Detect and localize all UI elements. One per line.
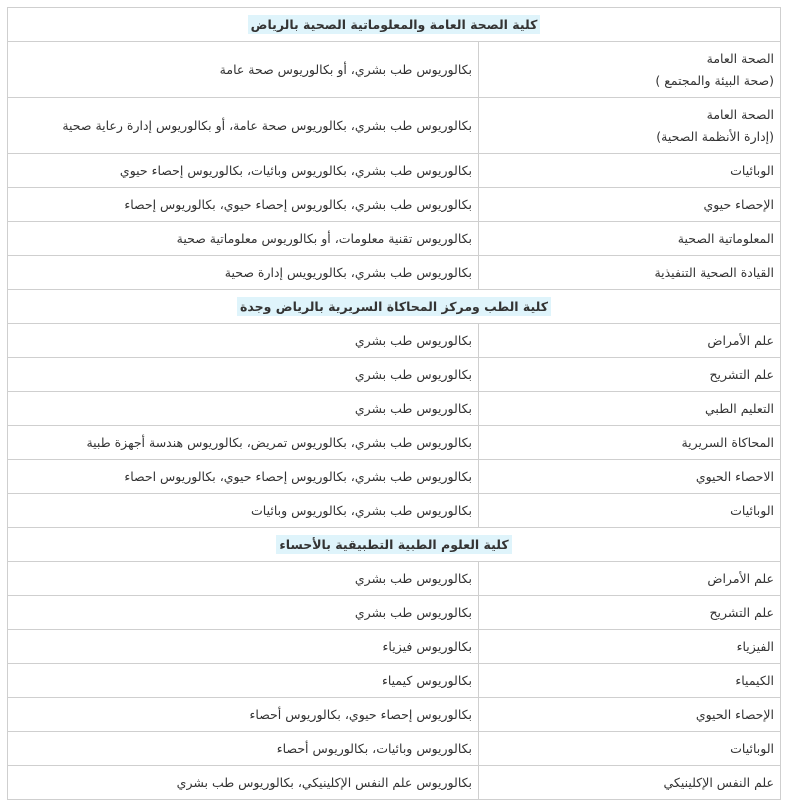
- program-cell: الوبائيات: [479, 154, 781, 188]
- program-cell: الوبائيات: [479, 732, 781, 766]
- requirement-cell: بكالوريوس طب بشري: [8, 358, 479, 392]
- table-row: [8, 732, 781, 766]
- table-row: [8, 596, 781, 630]
- requirement-cell: بكالوريوس طب بشري، بكالوريوس إحصاء حيوي، بكالوريوس إحصاء: [8, 188, 479, 222]
- requirement-cell: بكالوريوس طب بشري: [8, 596, 479, 630]
- table-row: [8, 188, 781, 222]
- program-cell: [479, 98, 781, 154]
- requirement-cell: بكالوريوس طب بشري، أو بكالوريوس صحة عامة: [8, 42, 479, 98]
- table-row: [8, 154, 781, 188]
- table-row: [8, 324, 781, 358]
- requirement-cell: بكالوريوس كيمياء: [8, 664, 479, 698]
- table-row: [8, 222, 781, 256]
- section-title: كلية العلوم الطبية التطبيقية بالأحساء: [276, 535, 511, 554]
- table-row: [8, 392, 781, 426]
- program-name: الصحة العامة: [706, 106, 775, 122]
- program-cell: الإحصاء حيوي: [479, 188, 781, 222]
- table-row: [8, 630, 781, 664]
- section-header-row: [8, 8, 781, 42]
- program-cell: الاحصاء الحيوي: [479, 460, 781, 494]
- programs-table: [7, 7, 781, 800]
- program-cell: علم النفس الإكلينيكي: [479, 766, 781, 800]
- program-cell: [479, 42, 781, 98]
- requirement-cell: بكالوريوس طب بشري، بكالوريوس وبائيات: [8, 494, 479, 528]
- program-cell: الإحصاء الحيوي: [479, 698, 781, 732]
- requirement-cell: بكالوريوس طب بشري: [8, 392, 479, 426]
- section-title: كلية الصحة العامة والمعلوماتية الصحية بالرياض: [248, 15, 541, 34]
- table-row: [8, 494, 781, 528]
- table-row: [8, 664, 781, 698]
- program-cell: الفيزياء: [479, 630, 781, 664]
- program-cell: القيادة الصحية التنفيذية: [479, 256, 781, 290]
- section-header-row: [8, 528, 781, 562]
- requirement-cell: بكالوريوس علم النفس الإكلينيكي، بكالوريوس طب بشري: [8, 766, 479, 800]
- requirement-cell: بكالوريوس طب بشري، بكالوريويس إدارة صحية: [8, 256, 479, 290]
- table-row: [8, 766, 781, 800]
- requirement-cell: بكالوريوس طب بشري: [8, 562, 479, 596]
- table-row: [8, 460, 781, 494]
- section-header-row: [8, 290, 781, 324]
- requirement-cell: بكالوريوس طب بشري: [8, 324, 479, 358]
- table-row: [8, 358, 781, 392]
- program-name: الصحة العامة: [706, 50, 775, 66]
- requirement-cell: بكالوريوس تقنية معلومات، أو بكالوريوس معلوماتية صحية: [8, 222, 479, 256]
- table-row: [8, 42, 781, 98]
- program-cell: الكيمياء: [479, 664, 781, 698]
- program-cell: علم الأمراض: [479, 324, 781, 358]
- requirement-cell: بكالوريوس إحصاء حيوي، بكالوريوس أحصاء: [8, 698, 479, 732]
- requirement-cell: بكالوريوس طب بشري، بكالوريوس صحة عامة، أو بكالوريوس إدارة رعاية صحية: [8, 98, 479, 154]
- requirement-cell: بكالوريوس طب بشري، بكالوريوس إحصاء حيوي، بكالوريوس احصاء: [8, 460, 479, 494]
- table-row: [8, 698, 781, 732]
- program-cell: علم الأمراض: [479, 562, 781, 596]
- requirement-cell: بكالوريوس فيزياء: [8, 630, 479, 664]
- program-cell: المعلوماتية الصحية: [479, 222, 781, 256]
- program-cell: التعليم الطبي: [479, 392, 781, 426]
- table-row: [8, 256, 781, 290]
- table-row: [8, 562, 781, 596]
- requirement-cell: بكالوريوس وبائيات، بكالوريوس أحصاء: [8, 732, 479, 766]
- program-cell: المحاكاة السريرية: [479, 426, 781, 460]
- program-subtitle: (صحة البيئة والمجتمع ): [655, 72, 775, 88]
- program-cell: علم التشريح: [479, 596, 781, 630]
- requirement-cell: بكالوريوس طب بشري، بكالوريوس وبائيات، بكالوريوس إحصاء حيوي: [8, 154, 479, 188]
- requirement-cell: بكالوريوس طب بشري، بكالوريوس تمريض، بكالوريوس هندسة أجهزة طبية: [8, 426, 479, 460]
- table-row: [8, 98, 781, 154]
- program-cell: علم التشريح: [479, 358, 781, 392]
- table-row: [8, 426, 781, 460]
- program-cell: الوبائيات: [479, 494, 781, 528]
- section-title: كلية الطب ومركز المحاكاة السريرية بالرياض وجدة: [237, 297, 551, 316]
- program-subtitle: (إدارة الأنظمة الصحية): [656, 128, 775, 144]
